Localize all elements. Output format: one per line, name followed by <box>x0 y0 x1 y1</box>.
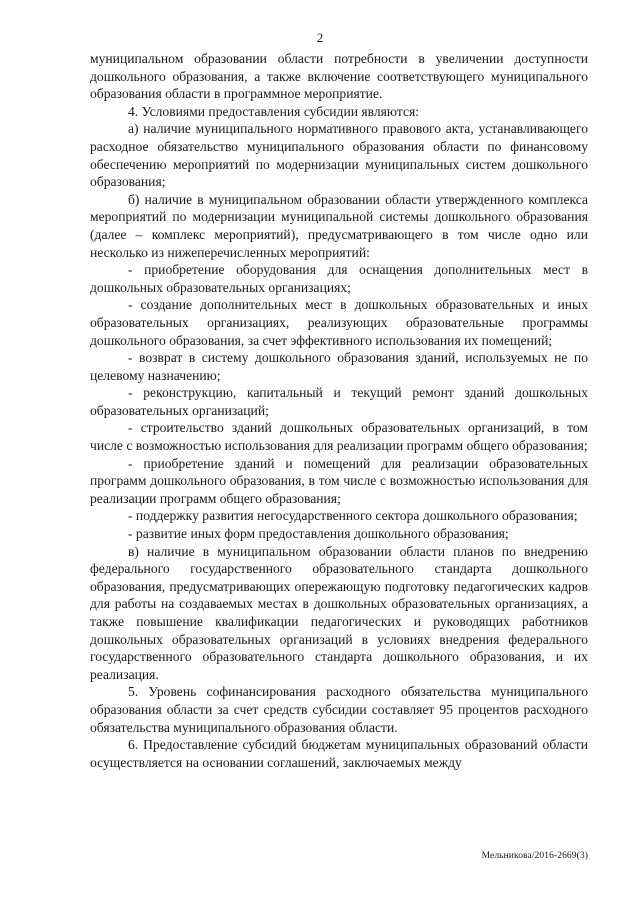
paragraph-continuation: муниципальном образовании области потребности в увеличении доступности дошкольного образования, а также включение соответствующего муниципального образования области в программное мероприятие. <box>90 51 588 102</box>
list-item-additional-places: - создание дополнительных мест в дошкольных образовательных и иных образовательных организациях, реализующих образовательные программы дошкольного образования, за счет эффективного использования их помещений; <box>90 297 588 348</box>
paragraph-cofinancing-level: 5. Уровень софинансирования расходного обязательства муниципального образования области за счет средств субсидии составляет 95 процентов расходного обязательства муниципального образования области. <box>90 684 588 735</box>
page-number: 2 <box>316 30 324 45</box>
paragraph-subsidy-agreements: 6. Предоставление субсидий бюджетам муниципальных образований области осуществляется на основании соглашений, заключаемых между <box>90 737 588 770</box>
list-item-nonstate-sector: - поддержку развития негосударственного сектора дошкольного образования; <box>128 508 578 524</box>
list-item-buildings-return: - возврат в систему дошкольного образования зданий, используемых не по целевому назначению; <box>90 350 588 383</box>
list-item-equipment-purchase: - приобретение оборудования для оснащения дополнительных мест в дошкольных образовательных организациях; <box>90 262 588 295</box>
list-item-building-acquisition: - приобретение зданий и помещений для реализации образовательных программ дошкольного образования, в том числе с возможностью использования для реализации программ общего образования; <box>90 455 588 506</box>
list-item-construction: - строительство зданий дошкольных образовательных организаций, в том числе с возможностью использования для реализации программ общего образования; <box>90 420 588 454</box>
list-item-other-forms: - развитие иных форм предоставления дошкольного образования; <box>128 526 509 542</box>
paragraph-subsidy-conditions-heading: 4. Условиями предоставления субсидии являются: <box>128 103 420 119</box>
paragraph-condition-a: а) наличие муниципального нормативного правового акта, устанавливающего расходное обязательство муниципального образования области по финансовому обеспечению мероприятий по модернизации муниципальных систем дошкольного образования; <box>90 121 588 190</box>
footer-document-code: Мельникова/2016-2669(3) <box>481 851 588 861</box>
paragraph-condition-v: в) наличие в муниципальном образовании области планов по внедрению федерального государственного образовательного стандарта дошкольного образования, предусматривающих опережающую подготовку педагогических кадров для работы на создаваемых местах в дошкольных образовательных организациях, а также повышение квалификации педагогических и руководящих работников дошкольных образовательных организаций в условиях внедрения федерального государственного образовательного стандарта дошкольного образования, и их реализация. <box>90 543 588 682</box>
paragraph-condition-b: б) наличие в муниципальном образовании области утвержденного комплекса мероприятий по модернизации муниципальной системы дошкольного образования (далее – комплекс мероприятий), предусматривающего в том числе одно или несколько из нижеперечисленных мероприятий: <box>90 191 588 260</box>
list-item-reconstruction: - реконструкцию, капитальный и текущий ремонт зданий дошкольных образовательных организаций; <box>90 385 588 418</box>
document-body <box>90 50 588 771</box>
